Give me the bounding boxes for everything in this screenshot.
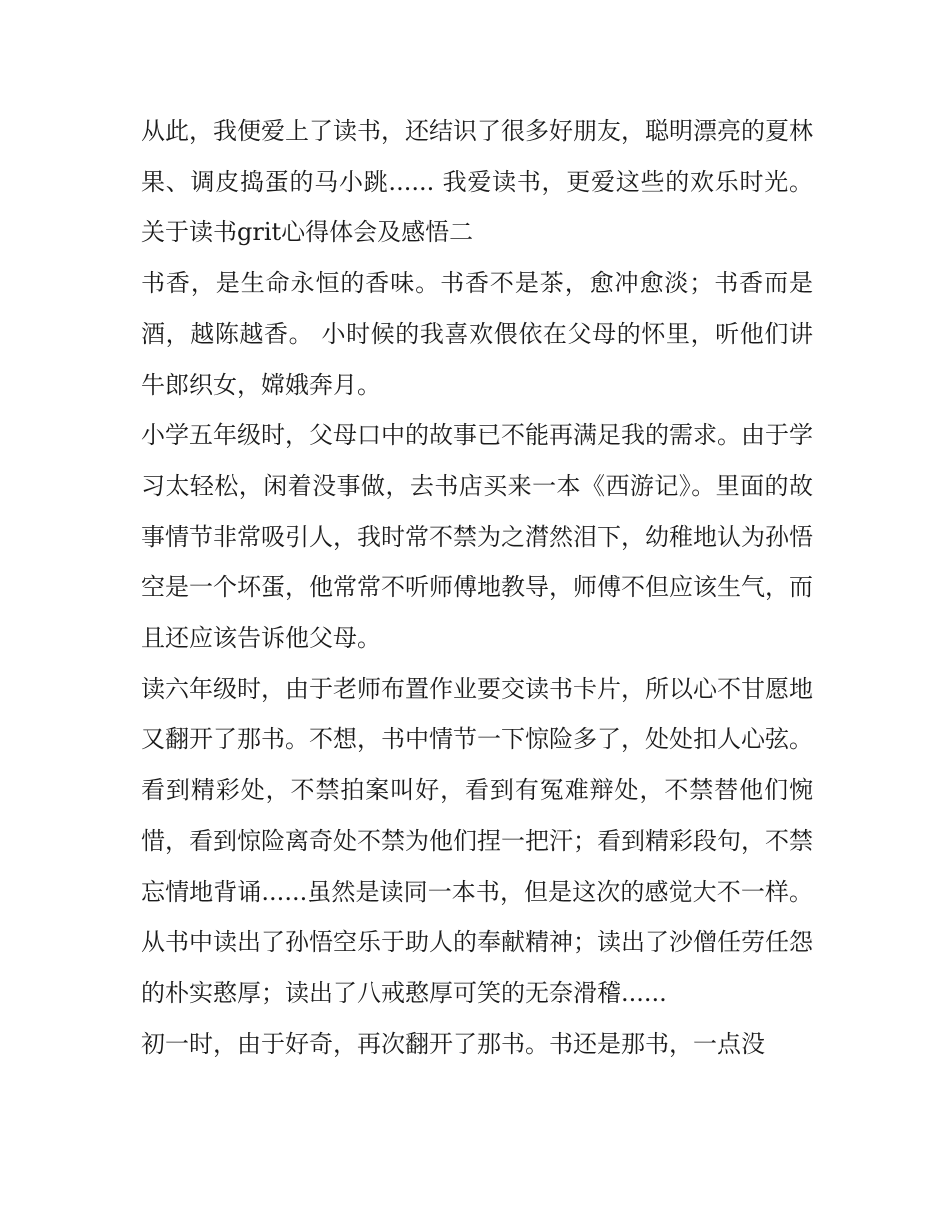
- paragraph-1: 从此，我便爱上了读书，还结识了很多好朋友，聪明漂亮的夏林果、调皮捣蛋的马小跳...... 我爱读书，更爱这些的欢乐时光。 关于读书grit心得体会及感悟二: [141, 117, 821, 247]
- paragraph-3: 小学五年级时，父母口中的故事已不能再满足我的需求。由于学习太轻松，闲着没事做，去书店买来一本《西游记》。里面的故事情节非常吸引人，我时常不禁为之潸然泪下，幼稚地认为孙悟空是一个坏蛋，他常常不听师傅地教导，师傅不但应该生气，而且还应该告诉他父母。: [141, 421, 813, 653]
- paragraph-4: 读六年级时，由于老师布置作业要交读书卡片，所以心不甘愿地又翻开了那书。不想，书中情节一下惊险多了，处处扣人心弦。看到精彩处，不禁拍案叫好，看到有冤难辩处，不禁替他们惋惜，看到惊险离奇处不禁为他们捏一把汗；看到精彩段句，不禁忘情地背诵......虽然是读同一本书，但是这次的感觉大不一样。从书中读出了孙悟空乐于助人的奉献精神；读出了沙僧任劳任怨的朴实憨厚；读出了八戒憨厚可笑的无奈滑稽......: [141, 674, 813, 1007]
- document-body: [141, 106, 821, 1069]
- paragraph-2: 书香，是生命永恒的香味。书香不是茶，愈冲愈淡；书香而是酒，越陈越香。 小时候的我喜欢偎依在父母的怀里，听他们讲牛郎织女，嫦娥奔月。: [141, 269, 813, 399]
- paragraph-5: 初一时，由于好奇，再次翻开了那书。书还是那书，一点没: [141, 1029, 765, 1058]
